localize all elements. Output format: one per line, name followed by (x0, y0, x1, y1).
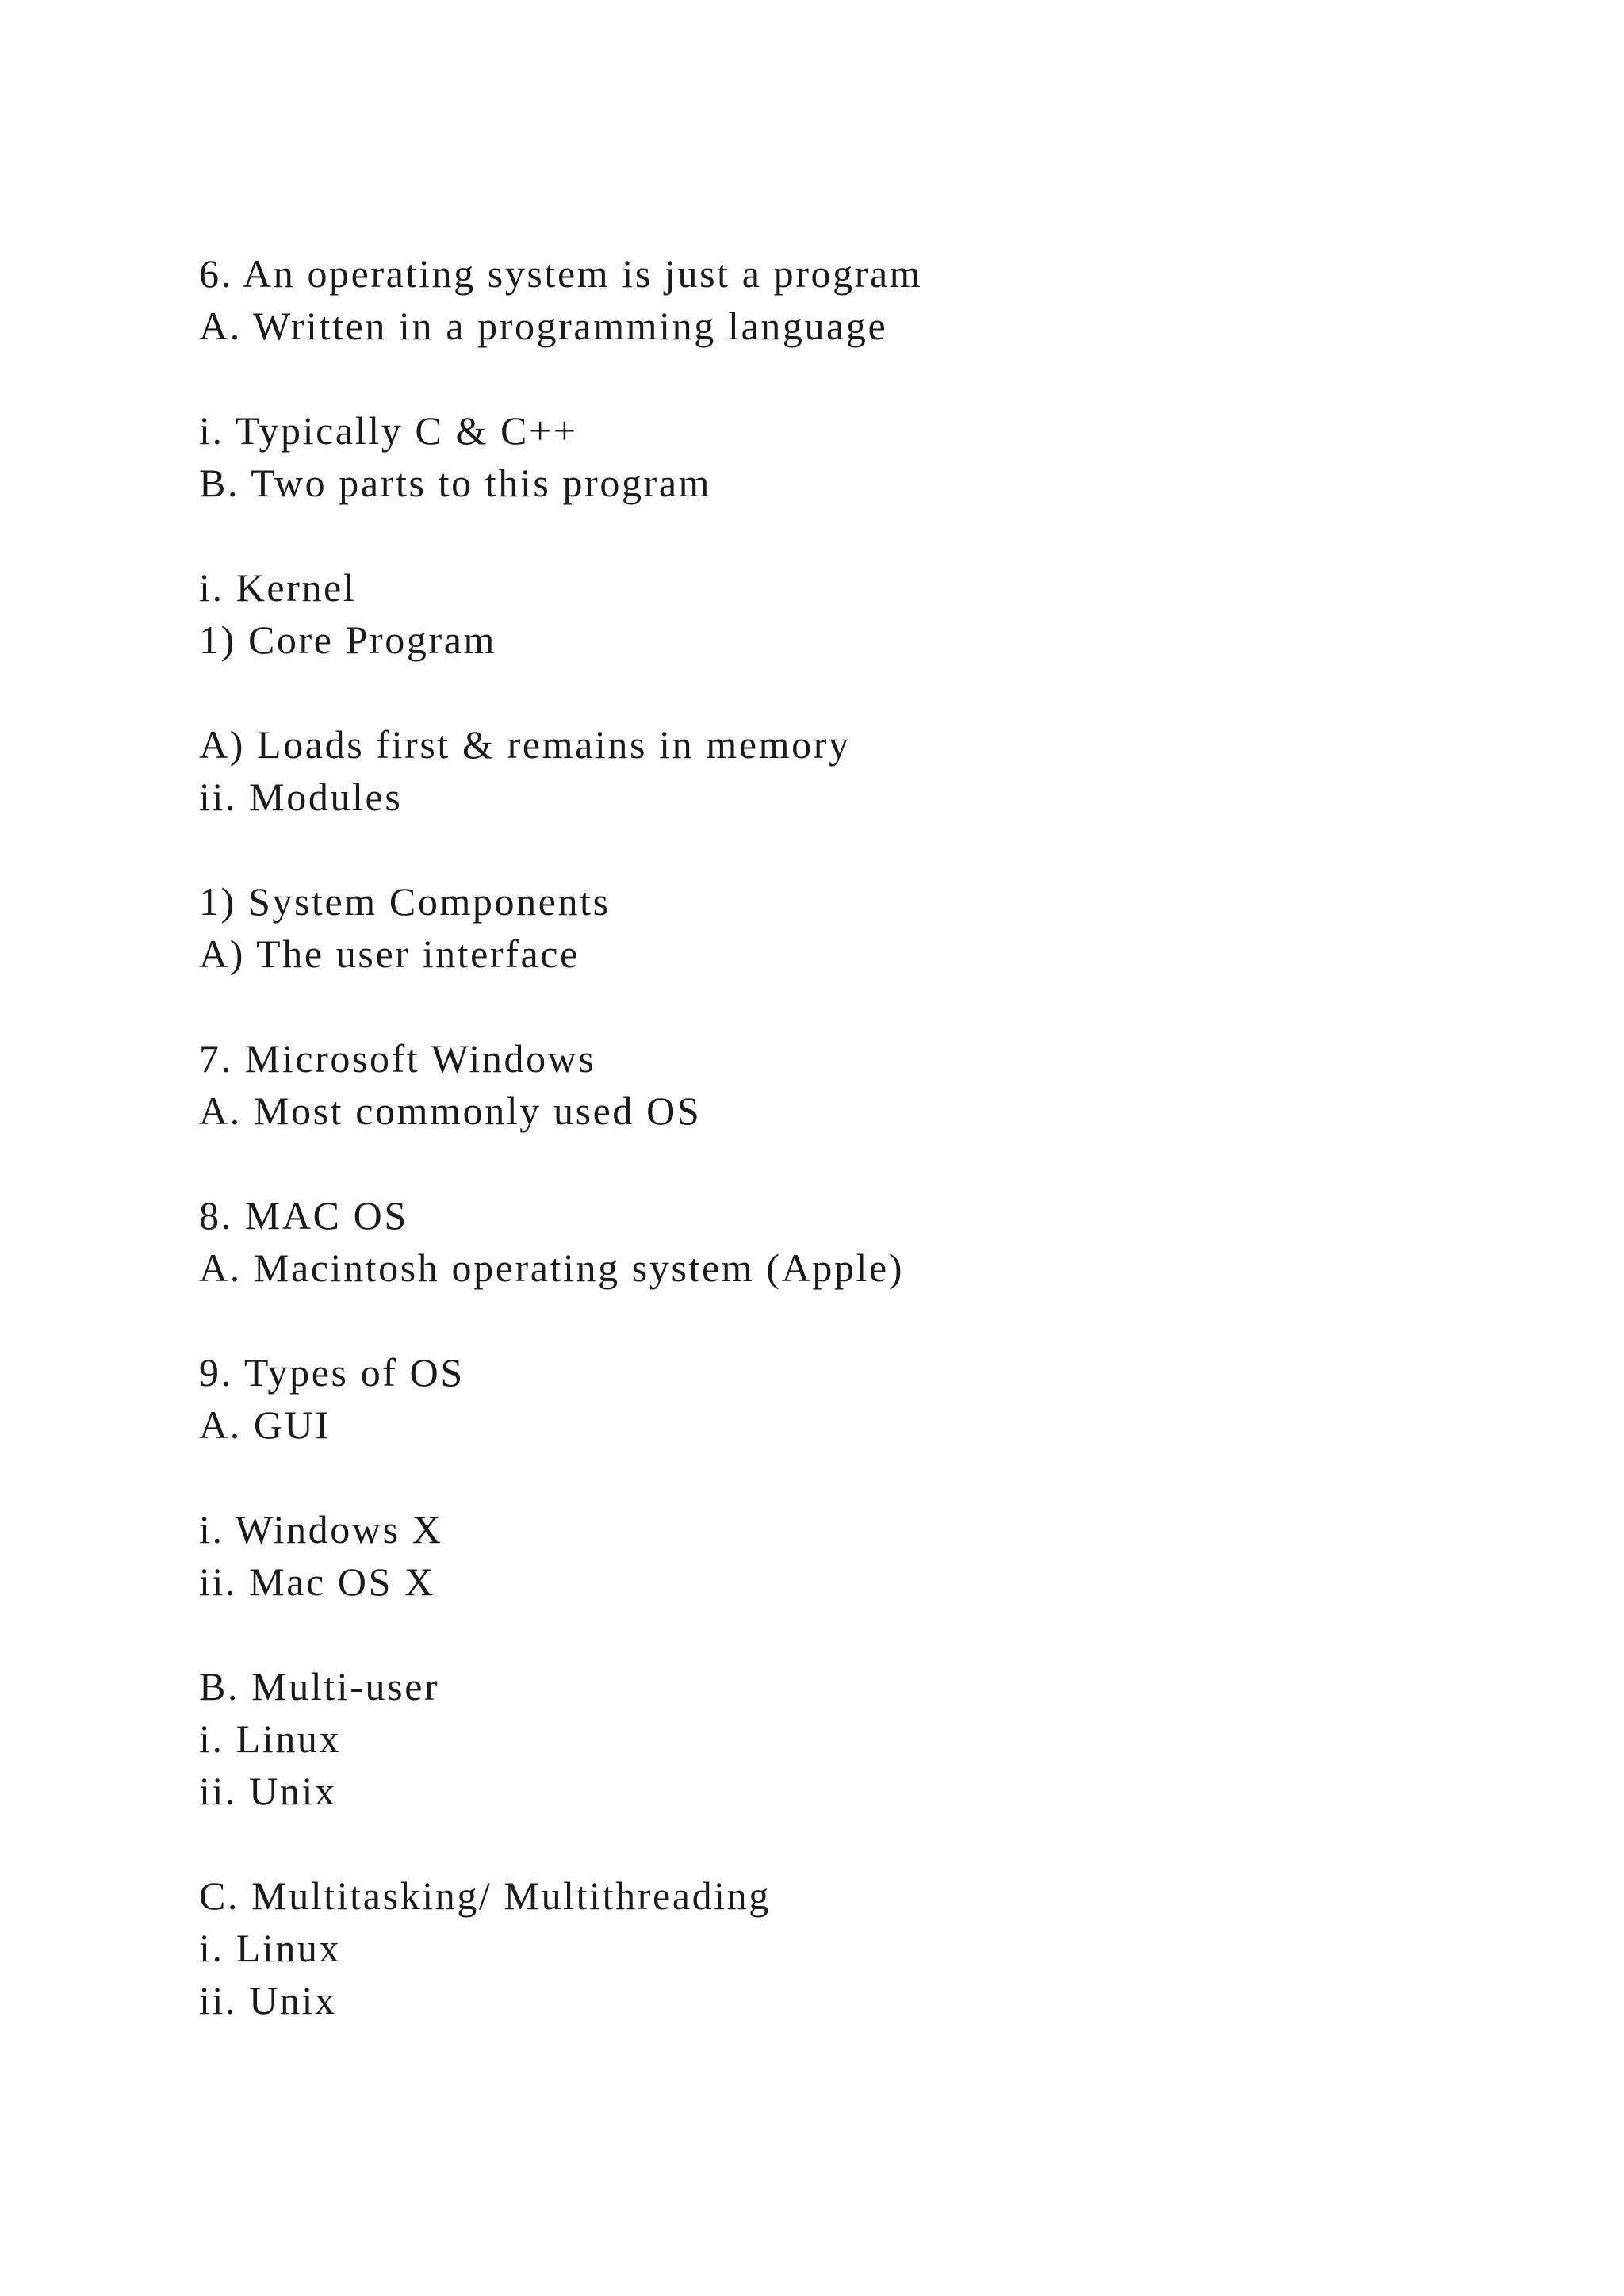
outline-line: ii. Unix (199, 1978, 337, 2022)
outline-line: ii. Unix (199, 1769, 337, 1813)
blank-line (199, 666, 1507, 718)
outline-line: 8. MAC OS (199, 1193, 408, 1238)
outline-line: i. Linux (199, 1716, 342, 1761)
outline-line: A) The user interface (199, 932, 580, 976)
blank-line (199, 1817, 1507, 1869)
outline-line: i. Windows X (199, 1507, 443, 1552)
outline-line: A) Loads first & remains in memory (199, 722, 851, 767)
outline-line: A. Written in a programming language (199, 304, 888, 348)
outline-line: A. Most commonly used OS (199, 1089, 702, 1133)
outline-line: B. Multi-user (199, 1664, 440, 1709)
blank-line (199, 823, 1507, 875)
blank-line (199, 1294, 1507, 1346)
outline-line: ii. Modules (199, 775, 403, 819)
outline-line: C. Multitasking/ Multithreading (199, 1873, 771, 1918)
blank-line (199, 980, 1507, 1032)
outline-line: i. Kernel (199, 565, 357, 610)
outline-line: A. GUI (199, 1402, 331, 1447)
outline-line: i. Linux (199, 1926, 342, 1970)
outline-line: A. Macintosh operating system (Apple) (199, 1246, 905, 1290)
outline-line: 1) Core Program (199, 618, 497, 662)
outline-line: 7. Microsoft Windows (199, 1036, 596, 1081)
document-body (199, 247, 1507, 2026)
outline-line: 9. Types of OS (199, 1350, 465, 1395)
outline-line: ii. Mac OS X (199, 1559, 435, 1604)
outline-line: i. Typically C & C++ (199, 408, 578, 453)
blank-line (199, 352, 1507, 404)
blank-line (199, 1137, 1507, 1189)
blank-line (199, 1608, 1507, 1660)
outline-line: B. Two parts to this program (199, 461, 712, 505)
outline-line: 1) System Components (199, 879, 611, 924)
outline-line: 6. An operating system is just a program (199, 251, 923, 296)
blank-line (199, 509, 1507, 561)
blank-line (199, 1451, 1507, 1503)
